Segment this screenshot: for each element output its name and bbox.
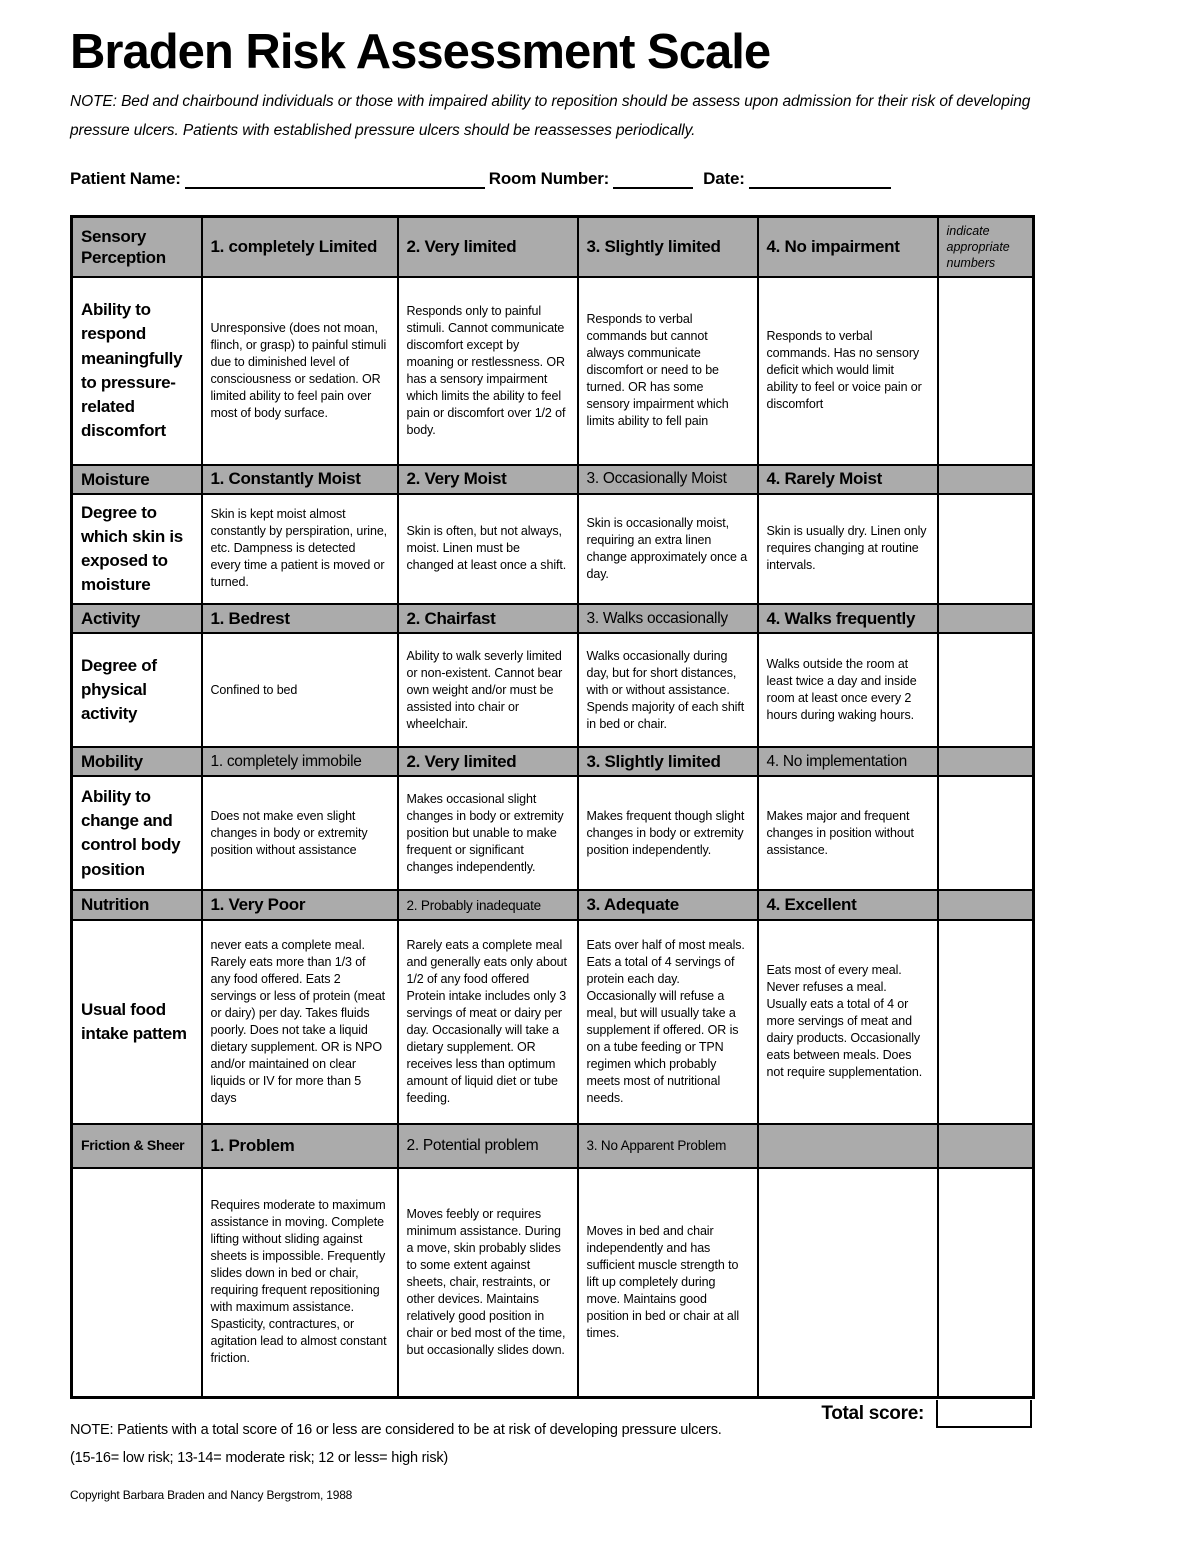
admission-note: NOTE: Bed and chairbound individuals or those with impaired ability to reposition should be assess upon admission for their risk of developing pressure ulcers. Patients with established pressure ulcers should be reassesses periodically. xyxy=(70,92,1031,139)
level-header: 2. Potential problem xyxy=(398,1124,578,1168)
category-header-row xyxy=(72,747,1034,776)
category-label: Mobility xyxy=(72,747,202,776)
row-label xyxy=(72,1168,202,1398)
corner-spacer xyxy=(938,747,1034,776)
corner-spacer xyxy=(938,465,1034,494)
corner-spacer xyxy=(938,604,1034,633)
level-description: Ability to walk severly limited or non-existent. Cannot bear own weight and/or must be assisted into chair or wheelchair. xyxy=(398,633,578,747)
corner-note: indicate appropriate numbers xyxy=(938,217,1034,277)
date-field[interactable] xyxy=(749,167,891,189)
patient-name-label: Patient Name: xyxy=(70,169,181,189)
level-header: 2. Chairfast xyxy=(398,604,578,633)
level-header: 1. Problem xyxy=(202,1124,398,1168)
category-header-row xyxy=(72,890,1034,919)
level-description: Does not make even slight changes in body or extremity position without assistance xyxy=(202,776,398,890)
row-label: Ability to change and control body position xyxy=(72,776,202,890)
level-description: Eats over half of most meals. Eats a total of 4 servings of protein each day. Occasionally will refuse a meal, but will usually take a supplement if offered. OR is on a tube feeding or TPN regimen which probably meets most of nutritional needs. xyxy=(578,920,758,1124)
row-label: Usual food intake pattem xyxy=(72,920,202,1124)
level-header: 3. Walks occasionally xyxy=(578,604,758,633)
level-header: 3. Occasionally Moist xyxy=(578,465,758,494)
category-body-row xyxy=(72,633,1034,747)
score-entry-cell[interactable] xyxy=(938,776,1034,890)
corner-spacer xyxy=(938,890,1034,919)
level-header: 2. Probably inadequate xyxy=(398,890,578,919)
score-entry-cell[interactable] xyxy=(938,494,1034,604)
category-body-row xyxy=(72,277,1034,465)
corner-spacer xyxy=(938,1124,1034,1168)
level-description: Makes occasional slight changes in body or extremity position but unable to make frequent or significant changes independently. xyxy=(398,776,578,890)
date-label: Date: xyxy=(703,169,745,189)
level-header: 1. completely Limited xyxy=(202,217,398,277)
risk-note-line2: (15-16= low risk; 13-14= moderate risk; 12 or less= high risk) xyxy=(70,1449,449,1466)
category-header-row xyxy=(72,604,1034,633)
level-description: Makes frequent though slight changes in body or extremity position independently. xyxy=(578,776,758,890)
level-description: Walks outside the room at least twice a day and inside room at least once every 2 hours during waking hours. xyxy=(758,633,938,747)
category-header-row xyxy=(72,217,1034,277)
level-description: Skin is often, but not always, moist. Linen must be changed at least once a shift. xyxy=(398,494,578,604)
level-description: Eats most of every meal. Never refuses a meal. Usually eats a total of 4 or more servings of meat and dairy products. Occasionally eats between meals. Does not require supplementation. xyxy=(758,920,938,1124)
level-header: 1. completely immobile xyxy=(202,747,398,776)
level-header: 3. Slightly limited xyxy=(578,747,758,776)
level-description: never eats a complete meal. Rarely eats more than 1/3 of any food offered. Eats 2 servings or less of protein (meat or dairy) per day. Takes fluids poorly. Does not take a liquid dietary supplement. OR is NPO and/or maintained on clear liquids or IV for more than 5 days xyxy=(202,920,398,1124)
category-label: Nutrition xyxy=(72,890,202,919)
level-description: Makes major and frequent changes in position without assistance. xyxy=(758,776,938,890)
level-description: Responds to verbal commands but cannot always communicate discomfort or need to be turned. OR has some sensory impairment which limits ability to fell pain xyxy=(578,277,758,465)
level-header: 2. Very limited xyxy=(398,747,578,776)
category-label: Friction & Sheer xyxy=(72,1124,202,1168)
braden-scale-table xyxy=(70,215,1035,1399)
level-description: Moves in bed and chair independently and has sufficient muscle strength to lift up completely during move. Maintains good position in bed or chair at all times. xyxy=(578,1168,758,1398)
level-header: 4. Excellent xyxy=(758,890,938,919)
level-description: Walks occasionally during day, but for short distances, with or without assistance. Spends majority of each shift in bed or chair. xyxy=(578,633,758,747)
score-entry-cell[interactable] xyxy=(938,633,1034,747)
level-header: 2. Very limited xyxy=(398,217,578,277)
patient-info-line xyxy=(70,167,1200,189)
row-label: Ability to respond meaningfully to pressure-related discomfort xyxy=(72,277,202,465)
room-number-field[interactable] xyxy=(613,167,693,189)
level-header: 4. Rarely Moist xyxy=(758,465,938,494)
level-header: 2. Very Moist xyxy=(398,465,578,494)
score-entry-cell[interactable] xyxy=(938,920,1034,1124)
category-label: Moisture xyxy=(72,465,202,494)
category-body-row xyxy=(72,1168,1034,1398)
level-description xyxy=(758,1168,938,1398)
row-label: Degree to which skin is exposed to moisture xyxy=(72,494,202,604)
category-label: Activity xyxy=(72,604,202,633)
level-description: Responds to verbal commands. Has no sensory deficit which would limit ability to feel or voice pain or discomfort xyxy=(758,277,938,465)
category-header-row xyxy=(72,465,1034,494)
category-label: Sensory Perception xyxy=(72,217,202,277)
level-header: 3. Slightly limited xyxy=(578,217,758,277)
level-description: Skin is usually dry. Linen only requires changing at routine intervals. xyxy=(758,494,938,604)
level-description: Skin is occasionally moist, requiring an extra linen change approximately once a day. xyxy=(578,494,758,604)
page-title: Braden Risk Assessment Scale xyxy=(70,25,771,79)
level-header: 4. No impairment xyxy=(758,217,938,277)
level-header: 1. Very Poor xyxy=(202,890,398,919)
room-number-label: Room Number: xyxy=(488,169,610,189)
total-score-box[interactable] xyxy=(936,1400,1032,1428)
level-description: Unresponsive (does not moan, flinch, or grasp) to painful stimuli due to diminished level of consciousness or sedation. OR limited ability to feel pain over most of body surface. xyxy=(202,277,398,465)
copyright-line: Copyright Barbara Braden and Nancy Bergstrom, 1988 xyxy=(70,1488,353,1503)
category-header-row xyxy=(72,1124,1034,1168)
level-header: 3. No Apparent Problem xyxy=(578,1124,758,1168)
level-header: 1. Constantly Moist xyxy=(202,465,398,494)
level-description: Responds only to painful stimuli. Cannot communicate discomfort except by moaning or restlessness. OR has a sensory impairment which limits the ability to feel pain or discomfort over 1/2 of body. xyxy=(398,277,578,465)
risk-note-line1: NOTE: Patients with a total score of 16 or less are considered to be at risk of developing pressure ulcers. xyxy=(70,1422,722,1439)
level-description: Rarely eats a complete meal and generally eats only about 1/2 of any food offered Protein intake includes only 3 servings of meat or dairy per day. Occasionally will take a dietary supplement. OR receives less than optimum amount of liquid diet or tube feeding. xyxy=(398,920,578,1124)
category-body-row xyxy=(72,494,1034,604)
level-header-empty xyxy=(758,1124,938,1168)
level-header: 4. Walks frequently xyxy=(758,604,938,633)
level-description: Moves feebly or requires minimum assistance. During a move, skin probably slides to some extent against sheets, chair, restraints, or other devices. Maintains relatively good position in chair or bed most of the time, but occasionally slides down. xyxy=(398,1168,578,1398)
patient-name-field[interactable] xyxy=(185,167,485,189)
score-entry-cell[interactable] xyxy=(938,277,1034,465)
level-header: 1. Bedrest xyxy=(202,604,398,633)
level-description: Skin is kept moist almost constantly by perspiration, urine, etc. Dampness is detected every time a patient is moved or turned. xyxy=(202,494,398,604)
risk-footnotes xyxy=(70,1417,970,1472)
level-header: 3. Adequate xyxy=(578,890,758,919)
level-description: Confined to bed xyxy=(202,633,398,747)
level-header: 4. No implementation xyxy=(758,747,938,776)
category-body-row xyxy=(72,776,1034,890)
total-score-label: Total score: xyxy=(821,1403,924,1425)
level-description: Requires moderate to maximum assistance in moving. Complete lifting without sliding against sheets is impossible. Frequently slides down in bed or chair, requiring frequent repositioning with maximum assistance. Spasticity, contractures, or agitation lead to almost constant friction. xyxy=(202,1168,398,1398)
score-entry-cell[interactable] xyxy=(938,1168,1034,1398)
category-body-row xyxy=(72,920,1034,1124)
row-label: Degree of physical activity xyxy=(72,633,202,747)
